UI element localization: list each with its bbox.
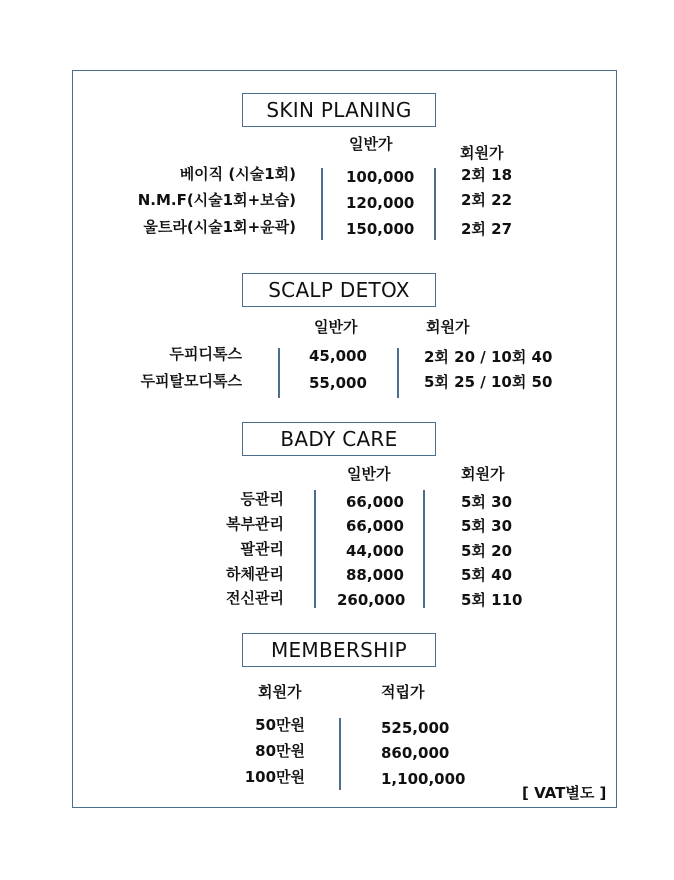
skin-planing-row-name: N.M.F(시술1회+보습)	[137, 191, 296, 209]
skin-planing-row-member: 2회 22	[461, 191, 513, 209]
bady-care-row-regular: 66,000	[346, 517, 404, 535]
membership-row-amount: 50만원	[255, 716, 305, 734]
membership-member-header: 회원가	[258, 683, 302, 701]
membership-title: MEMBERSHIP	[242, 633, 436, 667]
scalp-detox-row-regular: 55,000	[309, 374, 367, 392]
skin-planing-row-name: 울트라(시술1회+윤곽)	[143, 218, 296, 236]
scalp-detox-row-name: 두피탈모디톡스	[140, 372, 242, 390]
membership-row-points: 525,000	[381, 719, 450, 737]
bady-care-row-name: 팔관리	[240, 540, 284, 558]
bady-care-row-regular: 66,000	[346, 493, 404, 511]
column-divider	[278, 348, 280, 398]
bady-care-row-regular: 88,000	[346, 566, 404, 584]
bady-care-row-regular: 260,000	[337, 591, 406, 609]
bady-care-row-name: 하체관리	[226, 565, 284, 583]
skin-planing-row-member: 2회 18	[461, 166, 513, 184]
scalp-detox-row-member: 5회 25 / 10회 50	[424, 373, 553, 391]
membership-row-amount: 80만원	[255, 742, 305, 760]
bady-care-member-header: 회원가	[461, 465, 505, 483]
bady-care-row-member: 5회 40	[461, 566, 513, 584]
vat-note: [ VAT별도 ]	[522, 784, 607, 802]
bady-care-row-member: 5회 30	[461, 517, 513, 535]
column-divider	[397, 348, 399, 398]
skin-planing-row-regular: 120,000	[346, 194, 415, 212]
skin-planing-title: SKIN PLANING	[242, 93, 436, 127]
column-divider	[434, 168, 436, 240]
bady-care-regular-header: 일반가	[347, 465, 391, 483]
column-divider	[321, 168, 323, 240]
scalp-detox-row-name: 두피디톡스	[169, 345, 242, 363]
skin-planing-regular-header: 일반가	[349, 135, 393, 153]
skin-planing-member-header: 회원가	[460, 144, 504, 162]
scalp-detox-regular-header: 일반가	[314, 318, 358, 336]
skin-planing-row-name: 베이직 (시술1회)	[179, 165, 296, 183]
bady-care-row-member: 5회 30	[461, 493, 513, 511]
bady-care-row-name: 복부관리	[226, 515, 284, 533]
scalp-detox-member-header: 회원가	[426, 318, 470, 336]
membership-row-points: 1,100,000	[381, 770, 466, 788]
scalp-detox-title: SCALP DETOX	[242, 273, 436, 307]
column-divider	[314, 490, 316, 608]
membership-row-amount: 100만원	[244, 768, 305, 786]
scalp-detox-row-member: 2회 20 / 10회 40	[424, 348, 553, 366]
membership-row-points: 860,000	[381, 744, 450, 762]
membership-points-header: 적립가	[381, 683, 425, 701]
bady-care-title: BADY CARE	[242, 422, 436, 456]
bady-care-row-name: 전신관리	[226, 589, 284, 607]
bady-care-row-name: 등관리	[240, 490, 284, 508]
bady-care-row-member: 5회 20	[461, 542, 513, 560]
skin-planing-row-member: 2회 27	[461, 220, 513, 238]
bady-care-row-regular: 44,000	[346, 542, 404, 560]
scalp-detox-row-regular: 45,000	[309, 347, 367, 365]
column-divider	[423, 490, 425, 608]
column-divider	[339, 718, 341, 790]
bady-care-row-member: 5회 110	[461, 591, 523, 609]
skin-planing-row-regular: 150,000	[346, 220, 415, 238]
skin-planing-row-regular: 100,000	[346, 168, 415, 186]
